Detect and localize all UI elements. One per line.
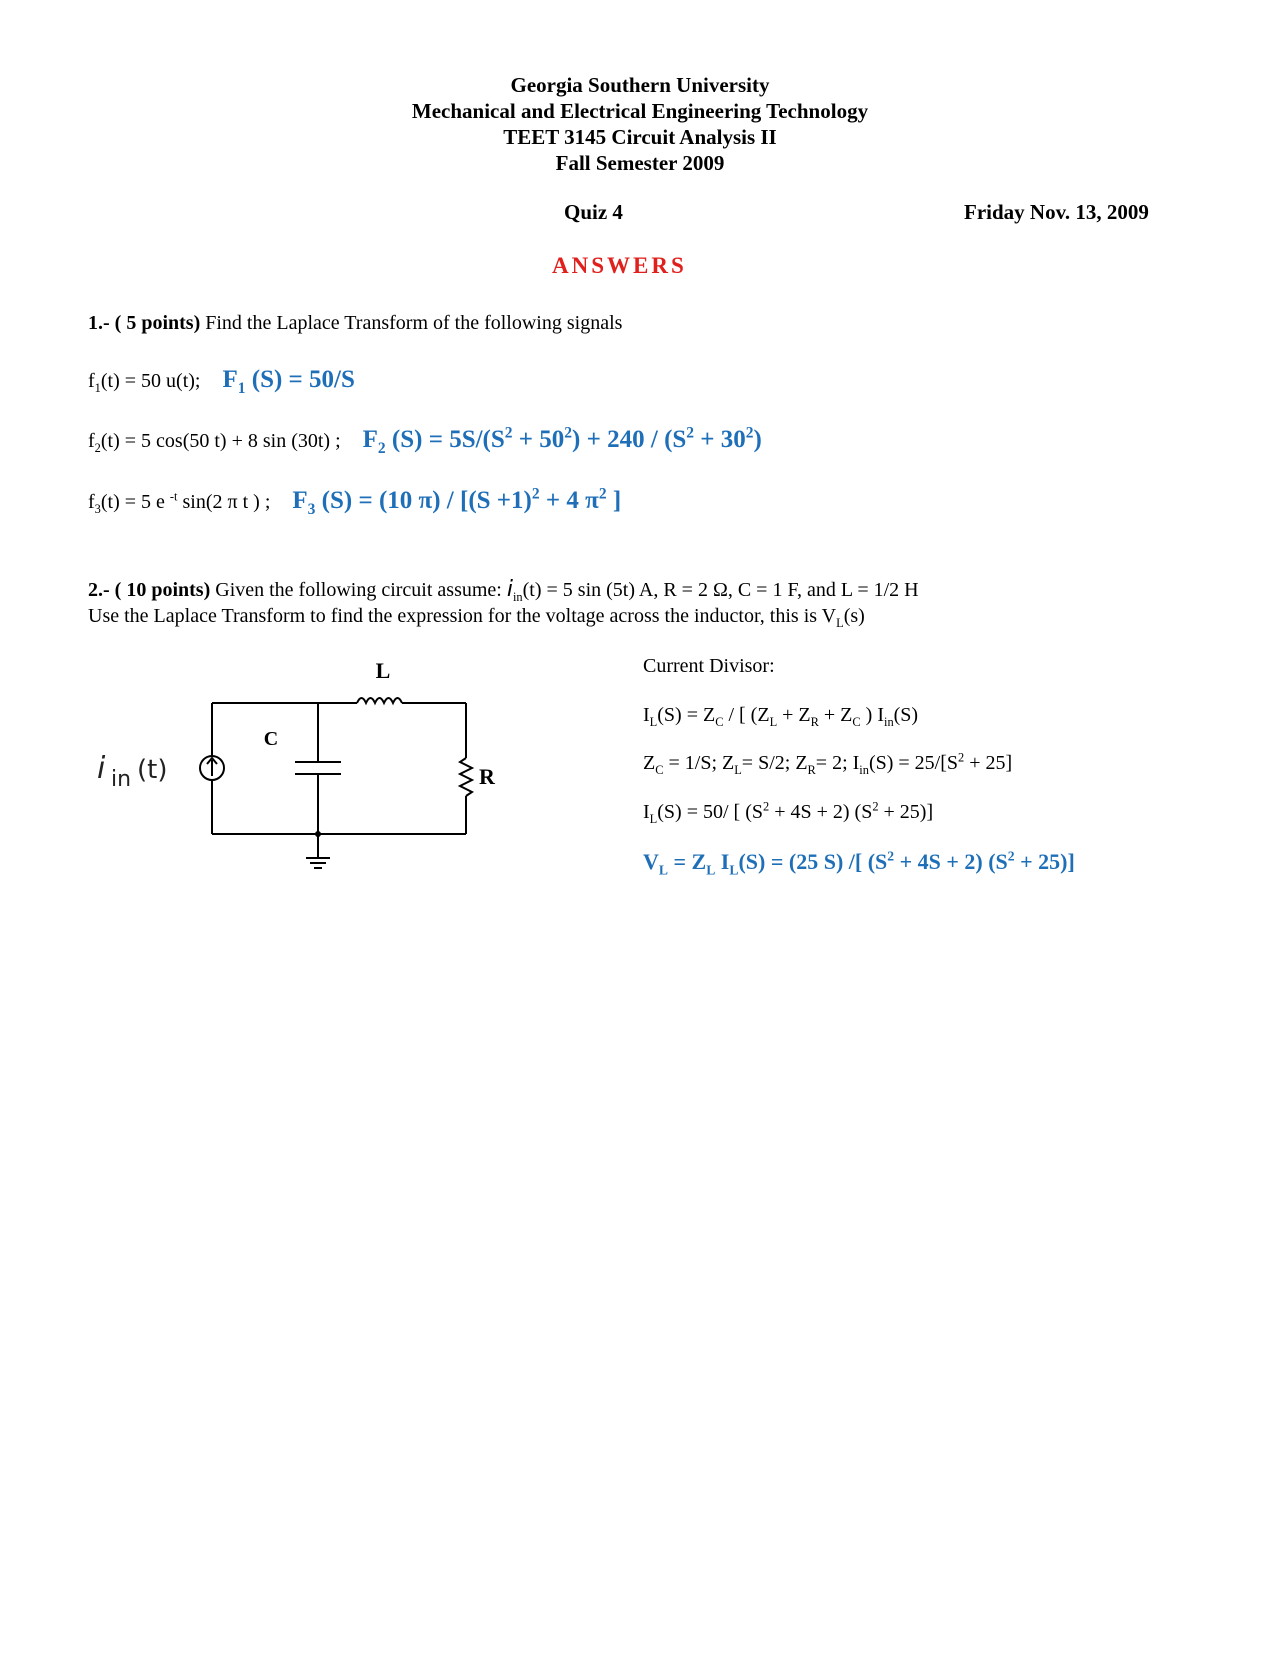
q2-points: ( 10 points) [114,579,211,601]
solution-line-2: $Z_C = 1/S$; $Z_L= S/2$; $Z_R= 2$; $I_{in}(S) = 25/[S^2 + 25]$ [643,750,1013,777]
q2-line1: 2.- ( 10 points) Given the following circuit assume: $i_{in}(t) = 5$ sin (5t) A, R = 2 Ω, C = 1 F, and L = 1/2 H [88,577,919,604]
q1-text: Find the Laplace Transform of the following signals [205,312,623,334]
semester-title: Fall Semester 2009 [555,151,725,175]
q1-f1-row [88,366,355,397]
source-label-i: i [97,751,106,786]
q1-f3-row [88,485,622,518]
solution-line-3: $I_L(S) = 50/$ [ $(S^2 + 4S + 2) (S^2 + 25)$] [643,799,934,826]
course-title: TEET 3145 Circuit Analysis II [503,125,777,149]
solution-title: Current Divisor: [643,655,775,677]
q1-prompt [88,312,622,335]
label-C: C [263,728,279,750]
header-block [0,72,1280,176]
q1-points: ( 5 points) [114,312,201,334]
f2-signal: $f_2(t) = 5$ cos(50 t) + 8 sin (30t) ; [88,430,341,455]
q1-number: 1.- [88,312,115,334]
f2-answer: $F_2$ $(S) = 5S/(S^2 + 50^2) + 240 / (S^2 + 30^2)$ [362,424,762,457]
q1-f2-row [88,424,762,457]
junction-dot [315,831,321,837]
q2-line2: Use the Laplace Transform to find the expression for the voltage across the inductor, this is $V_L(s)$ [88,605,865,630]
f1-answer: $F_1$ (S) = 50/S [222,366,355,397]
quiz-date: Friday Nov. 13, 2009 [964,200,1149,224]
inductor-symbol [357,698,402,703]
quiz-label: Quiz 4 [564,200,623,224]
department-title: Mechanical and Electrical Engineering Technology [411,99,869,123]
resistor-symbol [460,758,472,796]
f3-signal: $f_3(t) = 5$ e $^{-t}$ sin(2 π t ) ; [88,489,271,516]
label-L: L [375,658,391,683]
source-label-in: in [111,767,132,792]
source-label-t: (t) [137,755,168,785]
q2-number: 2.- [88,579,115,601]
f3-answer: $F_3$ (S) = (10 $\pi) / [(S +1)^2 + 4$ $\pi^2$ ] [292,485,622,518]
solution-line-1: $I_L(S) = Z_C$ / [ ($Z_L + Z_R + Z_C$ ) $I_{in}(S)$ [643,704,919,729]
solution-final-answer: $V_L = Z_L$ $I_L(S) = (25$ S) /[ $(S^2 + 4S + 2) (S^2 + 25)$] [643,848,1075,878]
f1-signal: $f_1(t) = 50$ u(t); [88,370,201,395]
label-R: R [479,764,495,789]
university-title: Georgia Southern University [510,73,770,97]
circuit-diagram [85,650,525,880]
answers-title: ANSWERS [552,253,687,278]
